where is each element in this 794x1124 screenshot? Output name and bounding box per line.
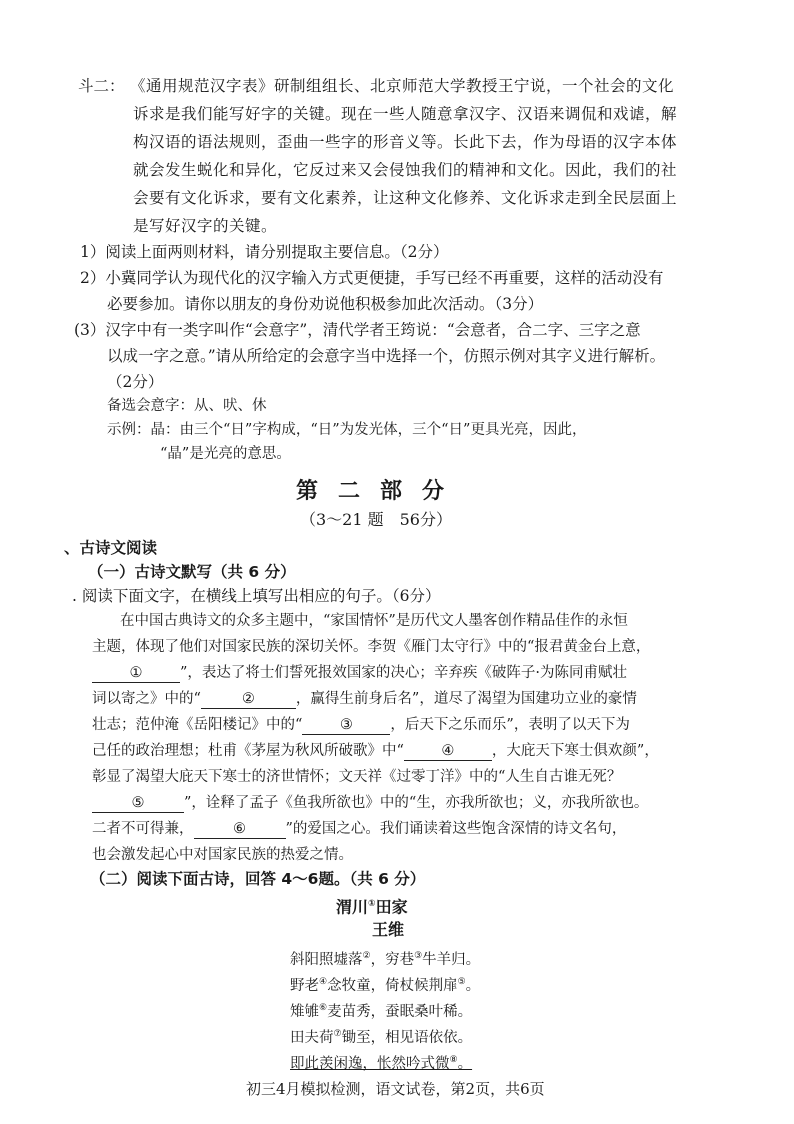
passage-line-9 <box>92 819 626 839</box>
passage-text: ”，诠释了孟子《鱼我所欲也》中的“生，亦我所欲也；义，亦我所欲也。 <box>184 795 649 811</box>
poem-text: 。 <box>465 977 481 994</box>
poem-title <box>336 894 408 917</box>
footnote-marker: ⑤ <box>457 977 466 987</box>
passage-text: 词以寄之》中的“ <box>92 691 201 707</box>
passage-line-3 <box>92 663 627 683</box>
poem-text: 。 <box>457 1055 473 1072</box>
passage-line-2: 主题，体现了他们对国家民族的深切关怀。李贺《雁门太守行》中的“报君黄金台上意， <box>92 639 651 655</box>
poem-text: 田夫荷 <box>290 1029 334 1046</box>
material2-line-3: 构汉语的语法规则，歪曲一些字的形音义等。长此下去，作为母语的汉字本体 <box>133 133 678 151</box>
poem-text: 牛羊归。 <box>422 951 481 968</box>
fill-blank-5[interactable]: ⑤ <box>92 794 184 813</box>
question-3-options: 备选会意字：从、吠、休 <box>107 398 267 414</box>
poem-title-text: 渭川 <box>336 897 369 917</box>
footnote-marker: ⑦ <box>333 1029 342 1039</box>
section-sub2: （二）阅读下面古诗，回答 4～6题。（共 6 分） <box>90 870 426 888</box>
poem-text: ，穷巷 <box>370 951 415 968</box>
passage-text: 壮志；范仲淹《岳阳楼记》中的“ <box>92 717 303 733</box>
question-3-line-2: 以成一字之意。”请从所给定的会意字当中选择一个，仿照示例对其字义进行解析。 <box>107 347 666 365</box>
footnote-marker: ⑥ <box>319 1003 328 1013</box>
passage-text: ，后天下之乐而乐”，表明了以天下为 <box>390 717 630 733</box>
poem-text: 野老 <box>290 977 319 994</box>
passage-line-1: 在中国古典诗文的众多主题中，“家国情怀”是历代文人墨客创作精品佳作的永恒 <box>120 613 628 629</box>
passage-text: 二者不可得兼， <box>92 821 194 837</box>
poem-text: 锄至，相见语依依。 <box>341 1029 473 1046</box>
passage-line-7: 彰显了渴望大庇天下寒士的济世情怀；文天祥《过零丁洋》中的“人生自古谁无死？ <box>92 769 622 785</box>
poem-text: 雉雊 <box>290 1003 319 1020</box>
question-2-line-2: 必要参加。请你以朋友的身份劝说他积极参加此次活动。（3分） <box>107 295 544 313</box>
poem-author: 王维 <box>372 920 405 939</box>
passage-line-8 <box>92 793 648 813</box>
passage-text: ，赢得生前身后名”，道尽了渴望为国建功立业的豪情 <box>295 691 637 707</box>
poem-line-5 <box>290 1050 472 1074</box>
passage-text: ”的爱国之心。我们诵读着这些饱含深情的诗文名句， <box>285 821 627 837</box>
fill-blank-2[interactable]: ② <box>201 690 296 709</box>
material2-line-2: 诉求是我们能写好字的关键。现在一些人随意拿汉字、汉语来调侃和戏谑，解 <box>133 105 678 123</box>
footnote-marker: ③ <box>414 951 423 961</box>
passage-line-5 <box>92 715 630 735</box>
material2-line-4: 就会发生蜕化和异化，它反过来又会侵蚀我们的精神和文化。因此，我们的社 <box>133 161 678 179</box>
section-sub1: （一）古诗文默写（共 6 分） <box>88 563 296 581</box>
passage-text: ”，表达了将士们誓死报效国家的决心；辛弃疾《破阵子·为陈同甫赋壮 <box>180 665 628 681</box>
poem-line-1 <box>290 946 480 970</box>
poem-text: 麦苗秀，蚕眠桑叶稀。 <box>327 1003 473 1020</box>
section-heading: 、古诗文阅读 <box>64 539 158 557</box>
material2-line-1: 《通用规范汉字表》研制组组长、北京师范大学教授王宁说，一个社会的文化 <box>130 77 675 95</box>
poem-line-3 <box>290 998 472 1022</box>
page-footer: 初三4月模拟检测，语文试卷，第2页，共6页 <box>246 1080 545 1098</box>
material2-label: 斗二： <box>78 77 125 95</box>
part2-title: 第二部分 <box>296 478 465 504</box>
question-1: 1）阅读上面两则材料，请分别提取主要信息。（2分） <box>80 243 449 261</box>
poem-text: 即此羡闲逸，怅然吟式微 <box>290 1055 450 1072</box>
footnote-marker: ② <box>362 951 371 961</box>
fill-blank-1[interactable]: ① <box>92 664 180 683</box>
fill-blank-6[interactable]: ⑥ <box>194 820 286 839</box>
poem-line-4 <box>290 1024 472 1048</box>
question-3-example-line-2: “晶”是光亮的意思。 <box>160 446 291 462</box>
footnote-marker: ④ <box>319 977 328 987</box>
passage-line-10: 也会激发起心中对国家民族的热爱之情。 <box>92 847 353 863</box>
question-3-line-3: （2分） <box>107 373 164 391</box>
material2-line-6: 是写好汉字的关键。 <box>133 217 278 235</box>
poem-title-text: 田家 <box>375 897 408 917</box>
footnote-marker: ⑧ <box>449 1055 458 1065</box>
passage-text: 己任的政治理想；杜甫《茅屋为秋风所破歌》中“ <box>92 743 404 759</box>
fill-blank-3[interactable]: ③ <box>302 716 390 735</box>
poem-line-2 <box>290 972 480 996</box>
footnote-marker: ① <box>368 899 376 909</box>
material2-line-5: 会要有文化诉求，要有文化素养，让这种文化修养、文化诉求走到全民层面上 <box>133 189 678 207</box>
fill-blank-4[interactable]: ④ <box>404 742 492 761</box>
question-2-line-1: 2）小冀同学认为现代化的汉字输入方式更便捷，手写已经不再重要，这样的活动没有 <box>80 269 664 287</box>
part2-subtitle: （3～21 题 56分） <box>300 510 452 529</box>
question-3-example-line-1: 示例：晶：由三个“日”字构成，“日”为发光体，三个“日”更具光亮，因此， <box>107 422 587 438</box>
poem-text: 念牧童，倚杖候荆扉 <box>327 977 458 994</box>
poem-text: 斜阳照墟落 <box>290 951 363 968</box>
question-3-line-1: (3）汉字中有一类字叫作“会意字”，清代学者王筠说：“会意者，合二字、三字之意 <box>74 321 641 339</box>
question-2-intro: . 阅读下面文字，在横线上填写出相应的句子。（6分） <box>72 587 441 605</box>
passage-line-6 <box>92 741 659 761</box>
passage-line-4 <box>92 689 637 709</box>
passage-text: ，大庇天下寒士俱欢颜”， <box>491 743 659 759</box>
